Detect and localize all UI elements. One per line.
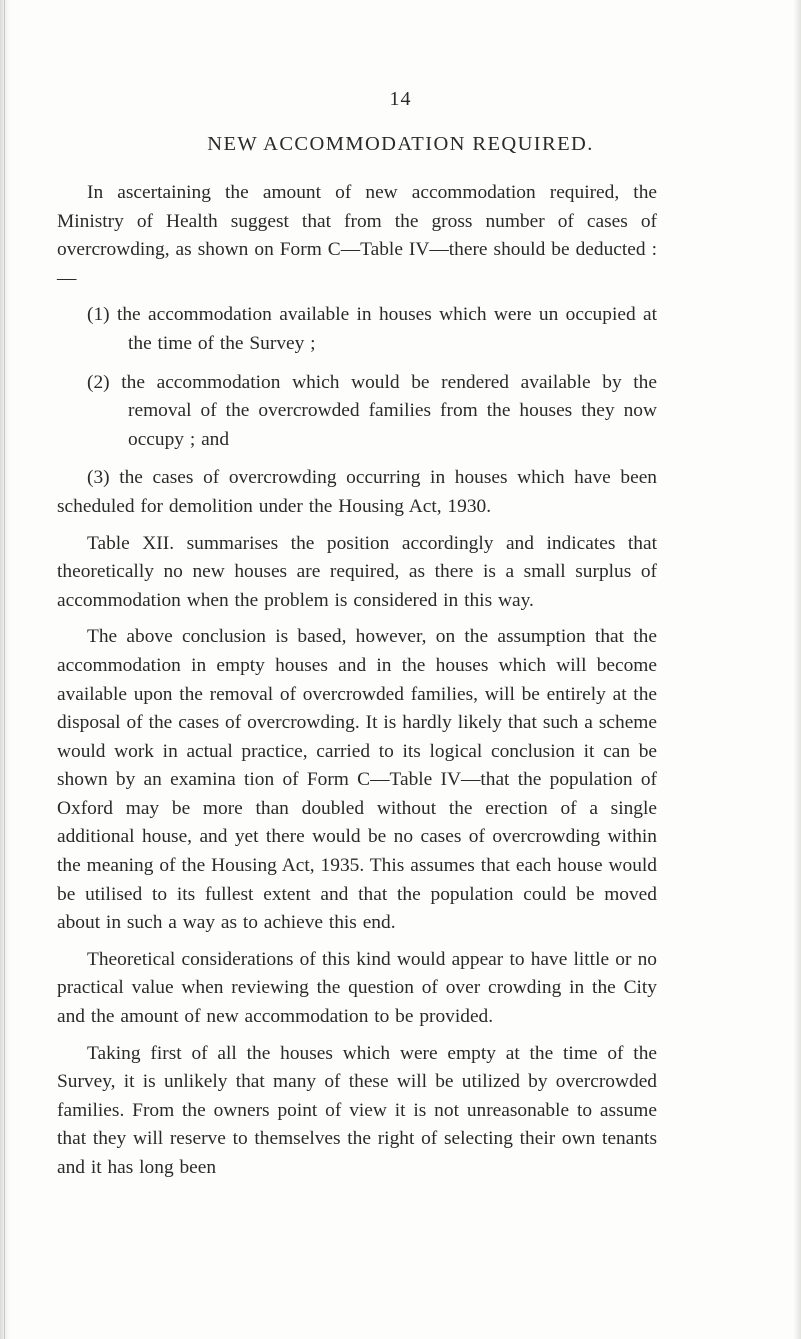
page-right-edge (793, 0, 801, 1339)
paragraph-theoretical-considerations: Theoretical considerations of this kind would appear to have little or no practical value when reviewing the question of over crowding in the City and the amount of new accommodation to be provided. (57, 948, 657, 1028)
body-text (57, 179, 657, 1191)
page-number: 14 (389, 88, 412, 110)
intro-paragraph: In ascertaining the amount of new accommodation required, the Ministry of Health suggest that from the gross number of cases of overcrowding, as shown on Form C—Table IV—there should be deducted : — (57, 182, 657, 289)
deduction-item-2: (2) the accommodation which would be rendered available by the removal of the overcrowded families from the houses they now occupy ; and (87, 371, 657, 450)
page-left-edge (0, 0, 10, 1339)
deduction-item-3: (3) the cases of overcrowding occurring in houses which have been scheduled for demolition under the Housing Act, 1930. (57, 467, 657, 517)
paragraph-table-summary: Table XII. summarises the position accordingly and indicates that theoretically no new houses are required, as there is a small surplus of accommodation when the problem is considered in this way. (57, 532, 657, 611)
paragraph-empty-houses: Taking first of all the houses which were empty at the time of the Survey, it is unlikely that many of these will be utilized by overcrowded families. From the owners point of view it is not unreasonable to assume that they will reserve to themselves the right of selecting their own tenants and it has long been (57, 1042, 657, 1178)
deduction-item-1: (1) the accommodation available in houses which were un occupied at the time of the Survey ; (87, 304, 657, 354)
paragraph-conclusion-assumption: The above conclusion is based, however, on the assumption that the accommodation in empty houses and in the houses which will become available upon the removal of overcrowded families, will be entirely at the disposal of the cases of overcrowding. It is hardly likely that such a scheme would work in actual practice, carried to its logical conclusion it can be shown by an examina tion of Form C—Table IV—that the population of Oxford may be more than doubled without the erection of a single additional house, and yet there would be no cases of overcrowding within the meaning of the Housing Act, 1935. This assumes that each house would be utilised to its fullest extent and that the population could be moved about in such a way as to achieve this end. (57, 626, 657, 934)
section-heading: NEW ACCOMMODATION REQUIRED. (207, 133, 594, 155)
